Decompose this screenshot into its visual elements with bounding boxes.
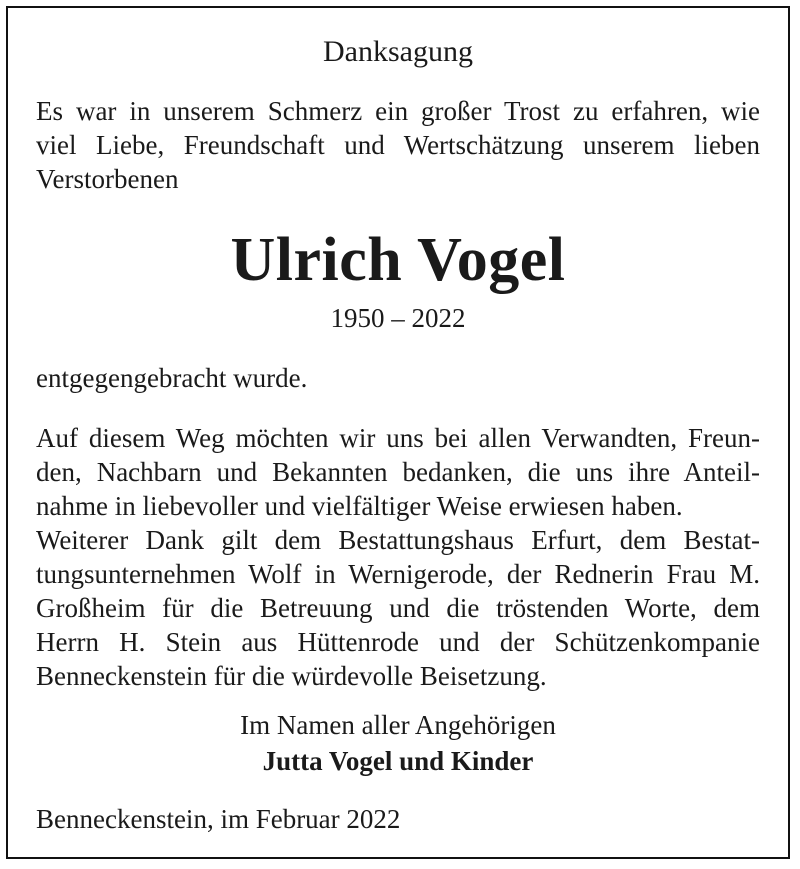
place-date: Benneckenstein, im Februar 2022 — [36, 804, 401, 834]
intro-line: Es war in unserem Schmerz ein großer Trost zu erfahren, wie — [36, 96, 760, 126]
body-line: Großheim für die Betreuung und die tröstenden Worte, dem — [36, 593, 760, 623]
continuation-text: entgegengebracht wurde. — [36, 363, 308, 393]
intro-line: Verstorbenen — [36, 164, 179, 194]
life-years: 1950 – 2022 — [330, 303, 466, 333]
body-line: nahme in liebevoller und vielfältiger Weise erwiesen haben. — [36, 491, 683, 521]
signature-names: Jutta Vogel und Kinder — [262, 746, 534, 776]
intro-line: viel Liebe, Freundschaft und Wertschätzung unserem lieben — [36, 130, 760, 160]
body-line: Herrn H. Stein aus Hüttenrode und der Schützenkompanie — [36, 627, 760, 657]
body-paragraph — [36, 421, 760, 693]
body-line: Weiterer Dank gilt dem Bestattungshaus Erfurt, dem Bestat- — [36, 525, 760, 555]
notice-title: Danksagung — [323, 35, 473, 68]
body-line: tungsunternehmen Wolf in Wernigerode, der Rednerin Frau M. — [36, 559, 760, 589]
body-line: Auf diesem Weg möchten wir uns bei allen Verwandten, Freun- — [36, 423, 760, 453]
notice-frame — [6, 6, 790, 859]
deceased-name: Ulrich Vogel — [230, 226, 566, 294]
body-line: den, Nachbarn und Bekannten bedanken, die uns ihre Anteil- — [36, 457, 760, 487]
body-line: Benneckenstein für die würdevolle Beisetzung. — [36, 661, 547, 691]
intro-paragraph — [36, 94, 760, 196]
signature-line: Im Namen aller Angehörigen — [240, 710, 556, 740]
